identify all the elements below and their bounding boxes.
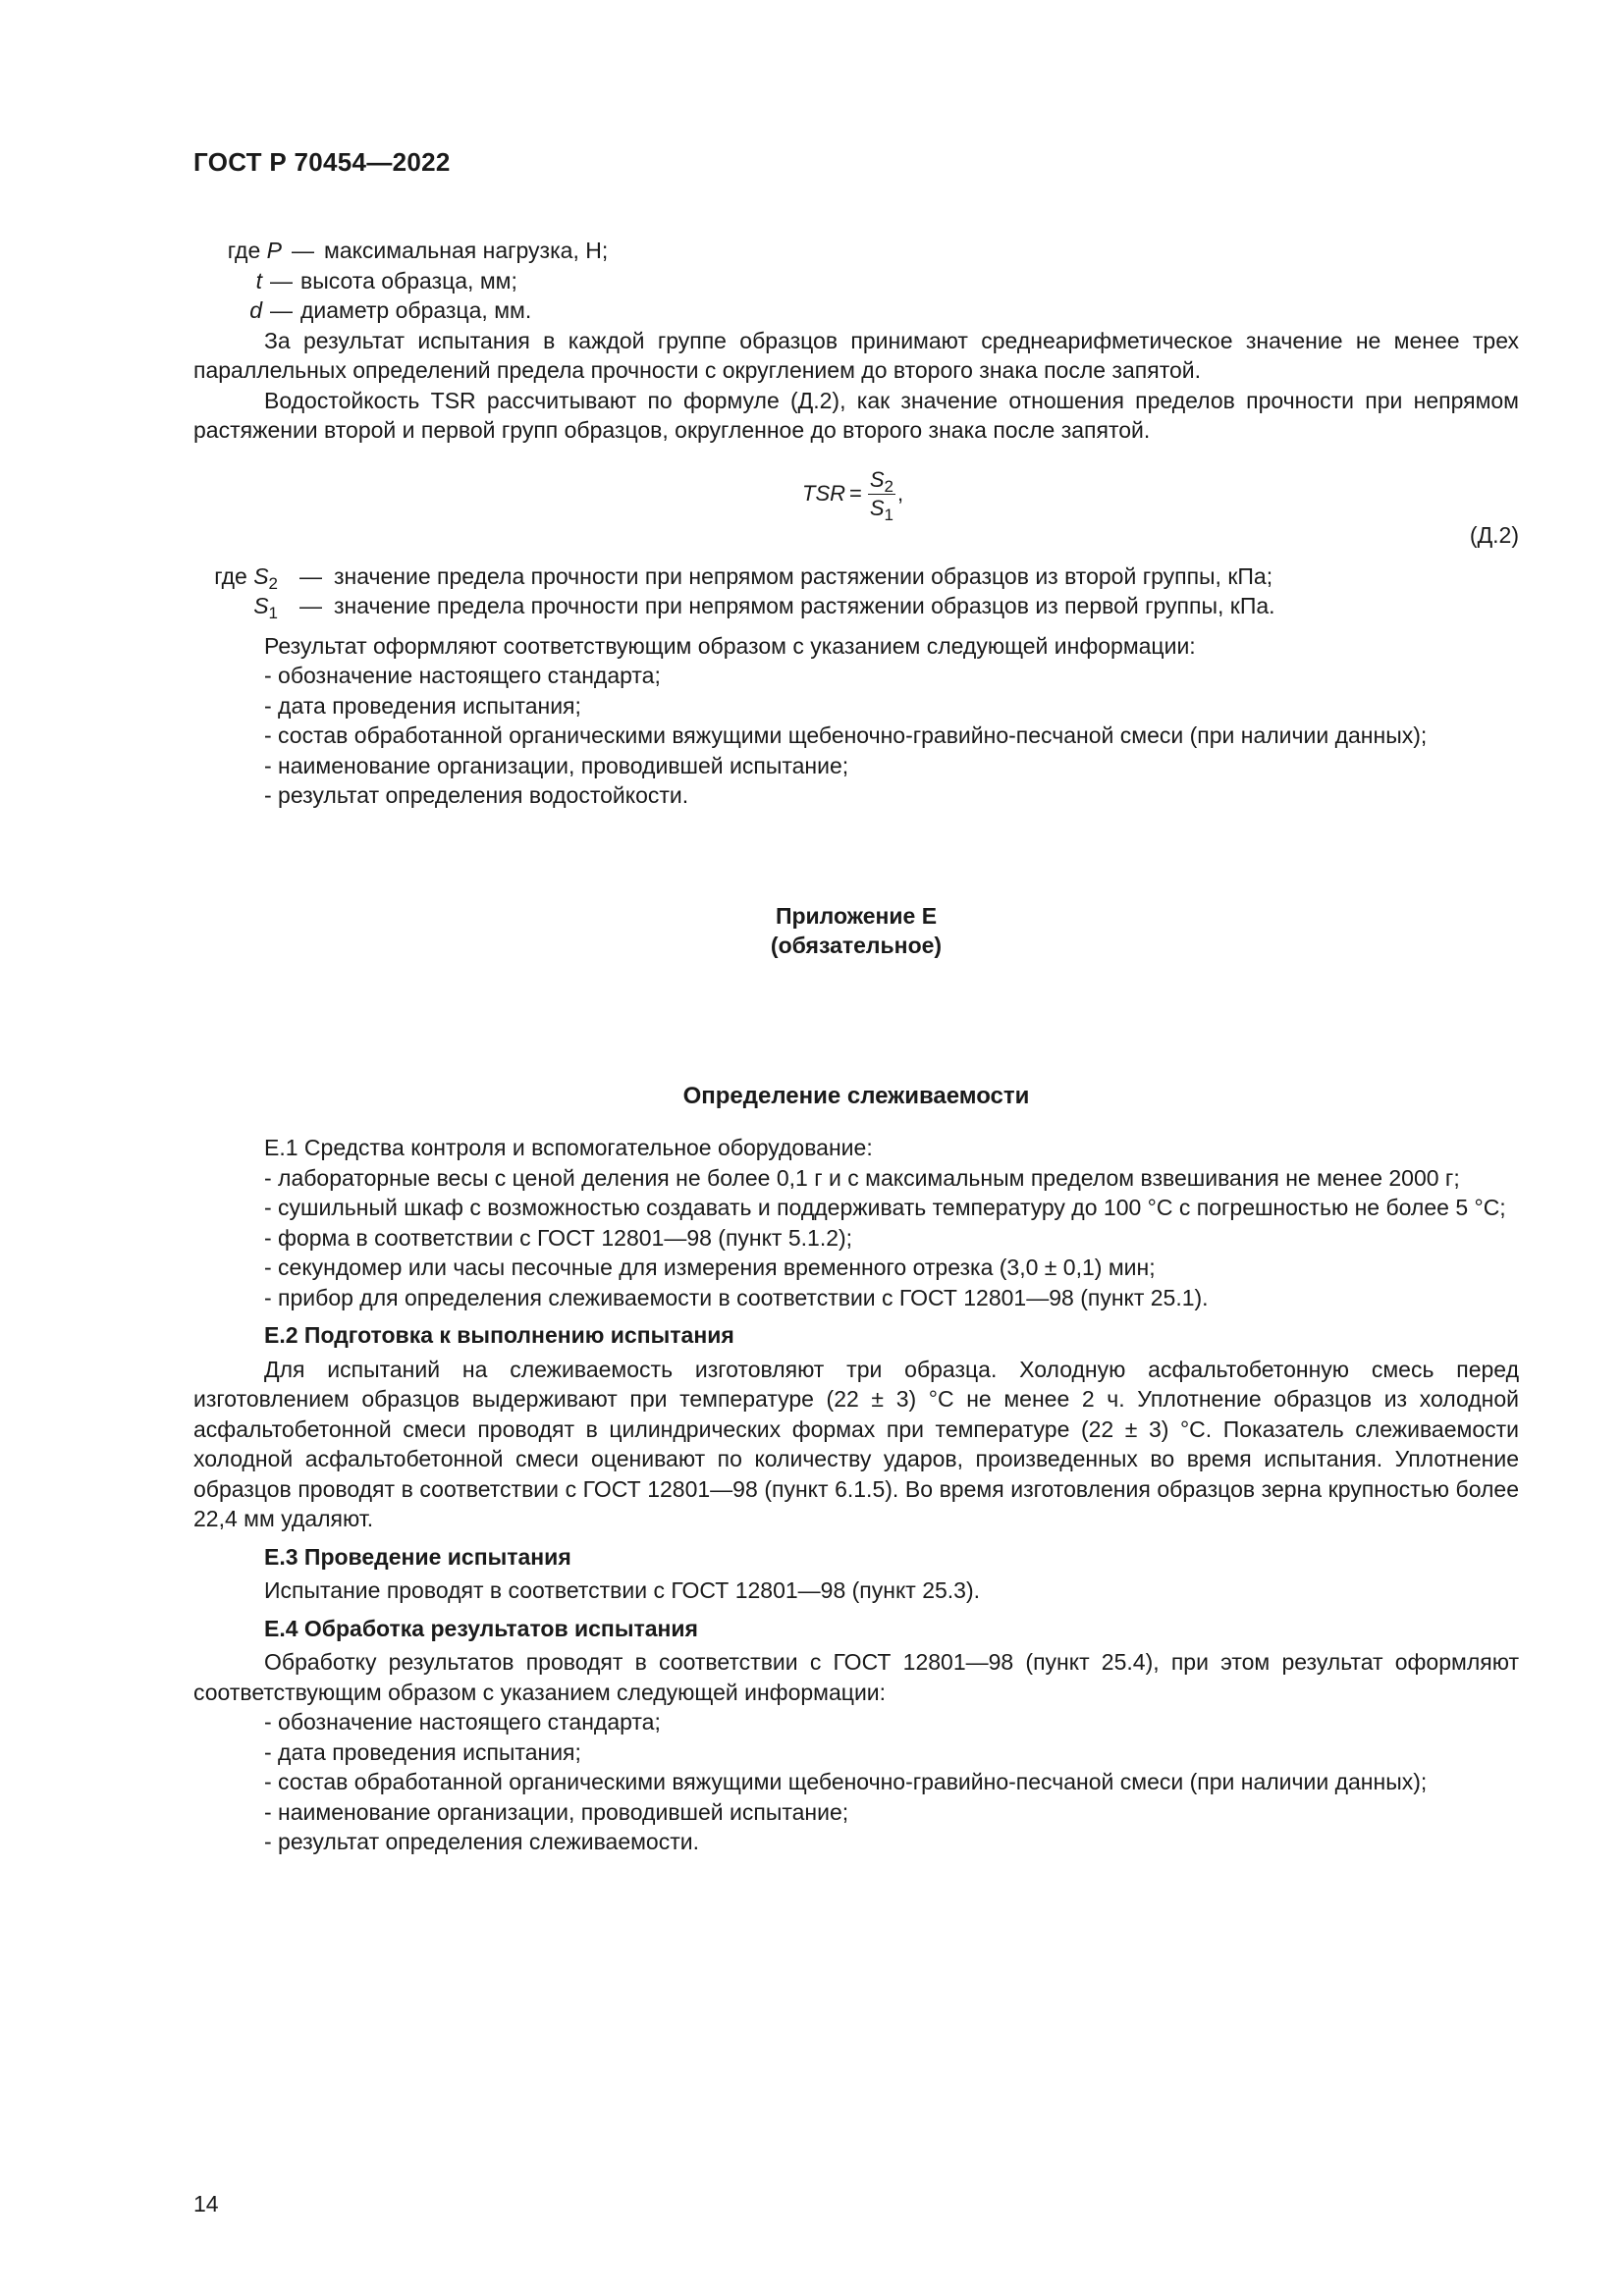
paragraph-tsr: Водостойкость TSR рассчитывают по формуле (Д.2), как значение отношения пределов прочности при непрямом растяжении второй и первой групп образцов, округленное до второго знака после запятой. xyxy=(193,387,1519,443)
paragraph-averaging: За результат испытания в каждой группе образцов принимают среднеарифметическое значение не менее трех параллельных определений предела прочности с округлением до второго знака после запятой. xyxy=(193,327,1519,383)
list-item: - результат определения слеживаемости. xyxy=(264,1829,699,1854)
legend-row: где $S_2$ — значение предела прочности при непрямом растяжении образцов из второй группы, кПа; xyxy=(214,562,1273,593)
e4-text: Обработку результатов проводят в соответствии с ГОСТ 12801—98 (пункт 25.4), при этом результат оформляют соответствующим образом с указанием следующей информации: xyxy=(193,1649,1519,1705)
page-number: 14 xyxy=(193,2191,219,2216)
list-item: - обозначение настоящего стандарта; xyxy=(264,663,661,688)
list-item: - дата проведения испытания; xyxy=(264,1738,581,1765)
formula-number: (Д.2) xyxy=(1469,521,1519,548)
symbol-p: P xyxy=(266,238,282,263)
list-item: - форма в соответствии с ГОСТ 12801—98 (пункт 5.1.2); xyxy=(264,1224,853,1251)
symbol-t: t xyxy=(255,267,262,294)
list-item: - лабораторные весы с ценой деления не более 0,1 г и с максимальным пределом взвешивания не менее 2000 г; xyxy=(264,1164,1460,1191)
legend-row: где P — максимальная нагрузка, Н; xyxy=(193,236,1519,266)
symbol-d: d xyxy=(249,297,262,323)
section-title: Определение слеживаемости xyxy=(682,1082,1030,1109)
list-item: - сушильный шкаф с возможностью создавать и поддерживать температуру до 100 °С с погрешностью не более 5 °С; xyxy=(264,1195,1506,1220)
appendix-heading xyxy=(193,901,1519,961)
e2-text: Для испытаний на слеживаемость изготовляют три образца. Холодную асфальтобетонную смесь перед изготовлением образцов выдерживают при температуре (22 ± 3) °С не менее 2 ч. Уплотнение образцов из холодной асфальтобетонной смеси проводят в цилиндрических формах при температуре (22 ± 3) °С. Показатель слеживаемости холодной асфальтобетонной смеси оценивают по количеству ударов, произведенных во время испытания. Уплотнение образцов проводят в соответствии с ГОСТ 12801—98 (пункт 6.1.5). Во время изготовления образцов зерна крупностью более 22,4 мм удаляют. xyxy=(193,1356,1519,1531)
legend-row: $S_1$ — значение предела прочности при непрямом растяжении образцов из первой группы, кПа. xyxy=(253,593,1275,622)
list-item: - секундомер или часы песочные для измерения временного отрезка (3,0 ± 0,1) мин; xyxy=(264,1255,1156,1280)
section-e3 xyxy=(193,1542,1519,1606)
legend-text: высота образца, мм; xyxy=(300,267,517,294)
formula-fraction xyxy=(868,466,895,524)
formula-numerator: $S_2$ xyxy=(869,466,894,496)
formula-d2 xyxy=(193,465,1519,556)
variables-legend-2 xyxy=(193,561,1519,621)
formula-denominator: $S_1$ xyxy=(869,495,894,524)
section-e4 xyxy=(193,1614,1519,1857)
appendix-kind: (обязательное) xyxy=(770,933,943,958)
where-prefix: где xyxy=(227,238,261,263)
legend-row: d — диаметр образца, мм. xyxy=(193,295,1519,326)
page-content xyxy=(193,236,1519,1857)
legend-text: значение предела прочности при непрямом растяжении образцов из второй группы, кПа; xyxy=(334,562,1273,589)
where-prefix: где xyxy=(214,562,247,589)
e1-intro: Е.1 Средства контроля и вспомогательное оборудование: xyxy=(264,1135,873,1160)
result-info-1 xyxy=(193,631,1519,811)
legend-row: t — высота образца, мм; xyxy=(193,266,1519,296)
legend-text: диаметр образца, мм. xyxy=(300,297,532,323)
formula-equals: = xyxy=(849,480,862,506)
list-item: - состав обработанной органическими вяжущими щебеночно-гравийно-песчаной смеси (при наличии данных); xyxy=(264,1769,1428,1794)
e2-title: Е.2 Подготовка к выполнению испытания xyxy=(264,1322,734,1348)
legend-text: значение предела прочности при непрямом растяжении образцов из первой группы, кПа. xyxy=(334,593,1275,618)
e3-title: Е.3 Проведение испытания xyxy=(264,1543,571,1570)
result-intro: Результат оформляют соответствующим образом с указанием следующей информации: xyxy=(264,632,1196,659)
e3-text: Испытание проводят в соответствии с ГОСТ 12801—98 (пункт 25.3). xyxy=(264,1577,981,1603)
list-item: - состав обработанной органическими вяжущими щебеночно-гравийно-песчаной смеси (при наличии данных); xyxy=(264,722,1428,748)
appendix-title: Приложение Е xyxy=(775,902,938,929)
formula-comma: , xyxy=(897,480,904,506)
list-item: - наименование организации, проводившей испытание; xyxy=(264,1798,849,1825)
list-item: - наименование организации, проводившей испытание; xyxy=(264,752,849,778)
formula-expression xyxy=(802,466,904,524)
list-item: - результат определения водостойкости. xyxy=(264,782,689,808)
variables-legend-1 xyxy=(193,236,1519,326)
formula-lhs: TSR xyxy=(802,480,845,506)
section-e1 xyxy=(193,1133,1519,1312)
list-item: - дата проведения испытания; xyxy=(264,692,581,719)
document-header: ГОСТ Р 70454—2022 xyxy=(193,147,451,177)
legend-text: максимальная нагрузка, Н; xyxy=(324,238,609,263)
list-item: - прибор для определения слеживаемости в соответствии с ГОСТ 12801—98 (пункт 25.1). xyxy=(264,1284,1209,1310)
list-item: - обозначение настоящего стандарта; xyxy=(264,1709,661,1735)
section-e2 xyxy=(193,1320,1519,1534)
e4-title: Е.4 Обработка результатов испытания xyxy=(264,1615,698,1641)
